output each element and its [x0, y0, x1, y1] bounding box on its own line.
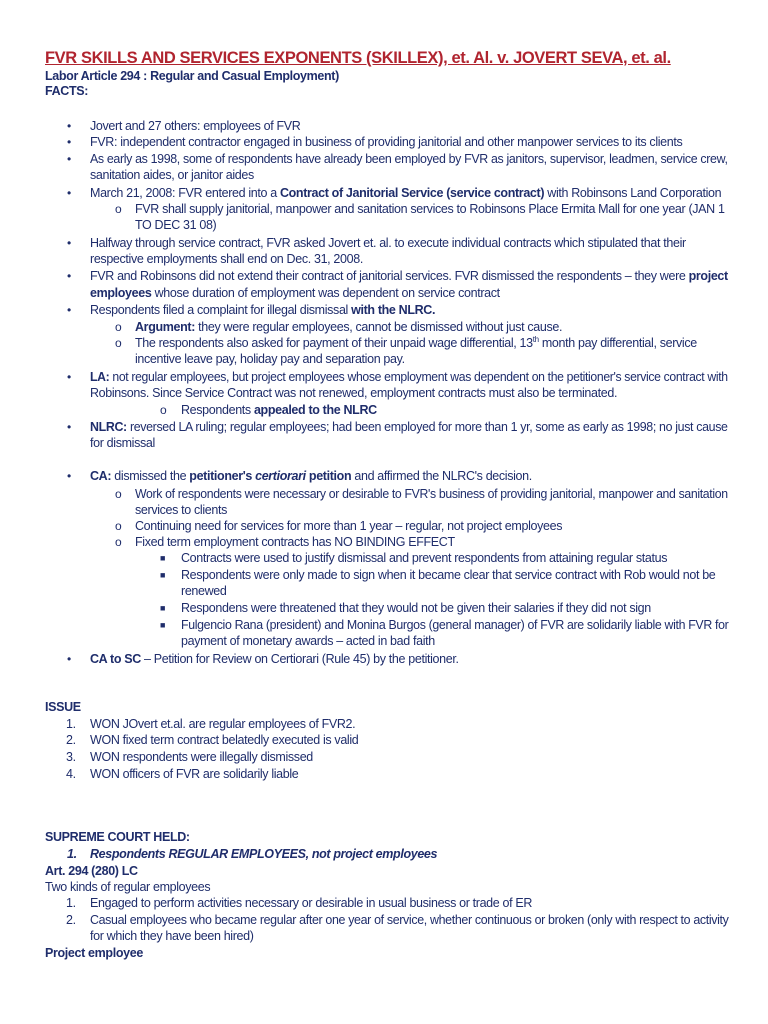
bullet-marker: •: [67, 119, 72, 133]
fact-subitem: Respondents appealed to the NLRC: [181, 403, 377, 417]
held-item: Respondents REGULAR EMPLOYEES, not project employees: [90, 847, 438, 861]
issue-item: WON officers of FVR are solidarily liable: [90, 767, 299, 781]
fact-item-continued: sanitation aides, or janitor aides: [90, 168, 254, 182]
fact-subitem: The respondents also asked for payment of their unpaid wage differential, 13th month pay differential, service: [135, 334, 697, 350]
fact-item: As early as 1998, some of respondents have already been employed by FVR as janitors, supervisor, leadmen, service crew,: [90, 152, 728, 166]
kinds-number: 1.: [66, 896, 76, 910]
fact-subitem: Work of respondents were necessary or desirable to FVR's business of providing janitorial, manpower and sanitation: [135, 487, 728, 501]
fact-subsubitem: Respondents were only made to sign when it became clear that service contract with Rob would not be: [181, 568, 716, 582]
issue-item: WON respondents were illegally dismissed: [90, 750, 313, 764]
sub-bullet-marker: o: [115, 320, 122, 334]
issue-number: 4.: [66, 767, 76, 781]
fact-subsubitem-continued: renewed: [181, 584, 227, 598]
fact-subitem: FVR shall supply janitorial, manpower and sanitation services to Robinsons Place Ermita Mall for one year (JAN 1: [135, 202, 725, 216]
document-title: FVR SKILLS AND SERVICES EXPONENTS (SKILLEX), et. Al. v. JOVERT SEVA, et. al.: [45, 49, 671, 67]
fact-subsubitem: Respondens were threatened that they would not be given their salaries if they did not sign: [181, 601, 651, 615]
bullet-marker: •: [67, 420, 72, 434]
sub-bullet-marker: o: [160, 403, 167, 417]
fact-item: CA: dismissed the petitioner's certiorari petition and affirmed the NLRC's decision.: [90, 469, 532, 483]
bullet-marker: •: [67, 269, 72, 283]
fact-subitem: Argument: they were regular employees, cannot be dismissed without just cause.: [135, 320, 563, 334]
document-subtitle: Labor Article 294 : Regular and Casual Employment): [45, 69, 339, 83]
bullet-marker: •: [67, 135, 72, 149]
fact-item: Jovert and 27 others: employees of FVR: [90, 119, 301, 133]
kinds-item-continued: for which they have been hired): [90, 929, 254, 943]
fact-item: March 21, 2008: FVR entered into a Contract of Janitorial Service (service contract) with Robinsons Land Corporation: [90, 186, 722, 200]
fact-item-continued: respective employments shall end on Dec. 31, 2008.: [90, 252, 363, 266]
square-bullet-marker: ■: [160, 553, 166, 563]
bullet-marker: •: [67, 652, 72, 666]
sub-bullet-marker: o: [115, 202, 122, 216]
sub-bullet-marker: o: [115, 487, 122, 501]
bullet-marker: •: [67, 152, 72, 166]
kinds-item: Engaged to perform activities necessary or desirable in usual business or trade of ER: [90, 896, 533, 910]
issue-number: 2.: [66, 733, 76, 747]
issue-number: 3.: [66, 750, 76, 764]
issue-heading: ISSUE: [45, 700, 81, 714]
bullet-marker: •: [67, 186, 72, 200]
fact-item: LA: not regular employees, but project employees whose employment was dependent on the petitioner's service contract with: [90, 370, 728, 384]
fact-subsubitem: Fulgencio Rana (president) and Monina Burgos (general manager) of FVR are solidarily liable with FVR for: [181, 618, 729, 632]
fact-subitem: Fixed term employment contracts has NO BINDING EFFECT: [135, 535, 455, 549]
sub-bullet-marker: o: [115, 519, 122, 533]
fact-item: FVR: independent contractor engaged in business of providing janitorial and other manpower services to its clients: [90, 135, 683, 149]
fact-item: Respondents filed a complaint for illegal dismissal with the NLRC.: [90, 303, 436, 317]
fact-item: FVR and Robinsons did not extend their contract of janitorial services. FVR dismissed the respondents – they were project: [90, 269, 728, 283]
fact-item: Halfway through service contract, FVR asked Jovert et. al. to execute individual contracts which stipulated that their: [90, 236, 686, 250]
fact-subitem: Continuing need for services for more than 1 year – regular, not project employees: [135, 519, 563, 533]
held-number: 1.: [67, 847, 77, 861]
kinds-item: Casual employees who became regular after one year of service, whether continuous or broken (only with respect to activity: [90, 913, 729, 927]
kinds-intro: Two kinds of regular employees: [45, 880, 211, 894]
fact-item: NLRC: reversed LA ruling; regular employees; had been employed for more than 1 yr, some as early as 1998; no just cause: [90, 420, 728, 434]
kinds-number: 2.: [66, 913, 76, 927]
fact-subitem-continued: TO DEC 31 08): [135, 218, 217, 232]
fact-item-continued: for dismissal: [90, 436, 155, 450]
fact-item: CA to SC – Petition for Review on Certiorari (Rule 45) by the petitioner.: [90, 652, 459, 666]
bullet-marker: •: [67, 303, 72, 317]
issue-item: WON JOvert et.al. are regular employees of FVR2.: [90, 717, 356, 731]
square-bullet-marker: ■: [160, 603, 166, 613]
sub-bullet-marker: o: [115, 535, 122, 549]
fact-item-continued: Robinsons. Since Service Contract was not renewed, employment contracts must also be terminated.: [90, 386, 618, 400]
fact-item-continued: employees whose duration of employment was dependent on service contract: [90, 286, 500, 300]
bullet-marker: •: [67, 236, 72, 250]
fact-subsubitem-continued: payment of monetary awards – acted in bad faith: [181, 634, 435, 648]
sub-bullet-marker: o: [115, 336, 122, 350]
bullet-marker: •: [67, 469, 72, 483]
held-heading: SUPREME COURT HELD:: [45, 830, 190, 844]
facts-heading: FACTS:: [45, 84, 89, 98]
square-bullet-marker: ■: [160, 570, 166, 580]
bullet-marker: •: [67, 370, 72, 384]
fact-subsubitem: Contracts were used to justify dismissal and prevent respondents from attaining regular status: [181, 551, 668, 565]
fact-subitem-continued: incentive leave pay, holiday pay and separation pay.: [135, 352, 405, 366]
fact-subitem-continued: services to clients: [135, 503, 227, 517]
issue-number: 1.: [66, 717, 76, 731]
project-employee-heading: Project employee: [45, 946, 143, 960]
square-bullet-marker: ■: [160, 620, 166, 630]
article-heading: Art. 294 (280) LC: [45, 864, 138, 878]
issue-item: WON fixed term contract belatedly executed is valid: [90, 733, 359, 747]
